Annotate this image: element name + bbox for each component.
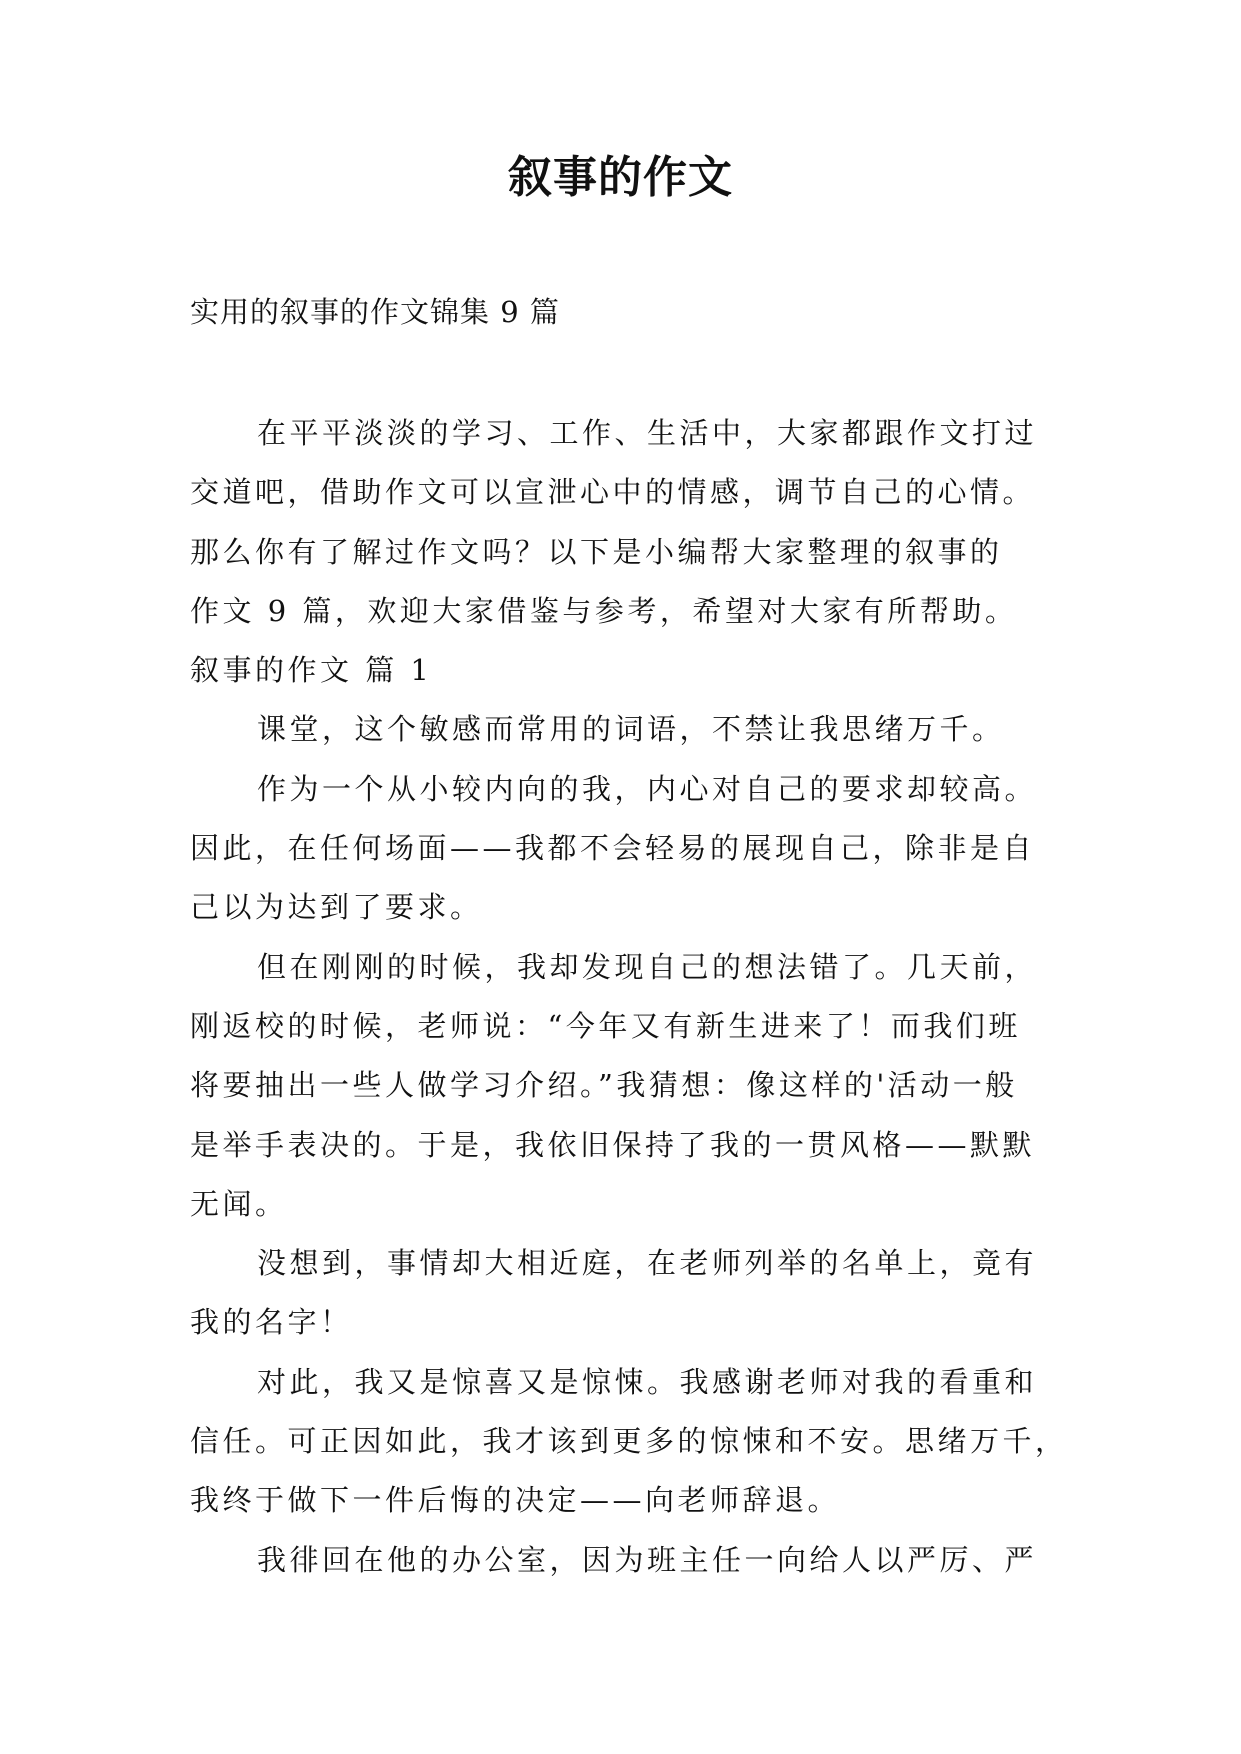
text-line: 我徘回在他的办公室，因为班主任一向给人以严厉、严 bbox=[257, 1542, 1038, 1577]
document-subtitle: 实用的叙事的作文锦集 9 篇 bbox=[190, 295, 560, 329]
text-line: 信任。可正因如此，我才该到更多的惊悚和不安。思绪万千， bbox=[190, 1424, 1068, 1459]
text-line: 那么你有了解过作文吗？以下是小编帮大家整理的叙事的 bbox=[190, 534, 1003, 569]
document-title: 叙事的作文 bbox=[508, 152, 733, 203]
text-line: 交道吧，借助作文可以宣泄心中的情感，调节自己的心情。 bbox=[190, 475, 1036, 510]
text-line: 因此，在任何场面——我都不会轻易的展现自己，除非是自 bbox=[190, 831, 1036, 866]
text-line: 叙事的作文 篇 1 bbox=[190, 653, 433, 688]
text-line: 课堂，这个敏感而常用的词语，不禁让我思绪万千。 bbox=[257, 712, 1005, 747]
text-line: 作文 9 篇，欢迎大家借鉴与参考，希望对大家有所帮助。 bbox=[190, 593, 1018, 628]
text-line: 但在刚刚的时候，我却发现自己的想法错了。几天前， bbox=[257, 949, 1038, 984]
text-line: 刚返校的时候，老师说：“今年又有新生进来了！而我们班 bbox=[190, 1008, 1021, 1043]
text-line: 己以为达到了要求。 bbox=[190, 890, 483, 925]
text-line: 作为一个从小较内向的我，内心对自己的要求却较高。 bbox=[257, 771, 1038, 806]
document-body bbox=[190, 404, 1080, 1590]
text-line: 无闻。 bbox=[190, 1186, 288, 1221]
text-line: 没想到，事情却大相近庭，在老师列举的名单上，竟有 bbox=[257, 1246, 1038, 1281]
text-line: 在平平淡淡的学习、工作、生活中，大家都跟作文打过 bbox=[257, 416, 1038, 450]
text-line: 我的名字！ bbox=[190, 1305, 353, 1340]
text-line: 我终于做下一件后悔的决定——向老师辞退。 bbox=[190, 1483, 841, 1518]
text-line: 对此，我又是惊喜又是惊悚。我感谢老师对我的看重和 bbox=[257, 1364, 1038, 1399]
text-line: 将要抽出一些人做学习介绍。”我猜想：像这样的'活动一般 bbox=[190, 1068, 1018, 1103]
text-line: 是举手表决的。于是，我依旧保持了我的一贯风格——默默 bbox=[190, 1127, 1036, 1162]
